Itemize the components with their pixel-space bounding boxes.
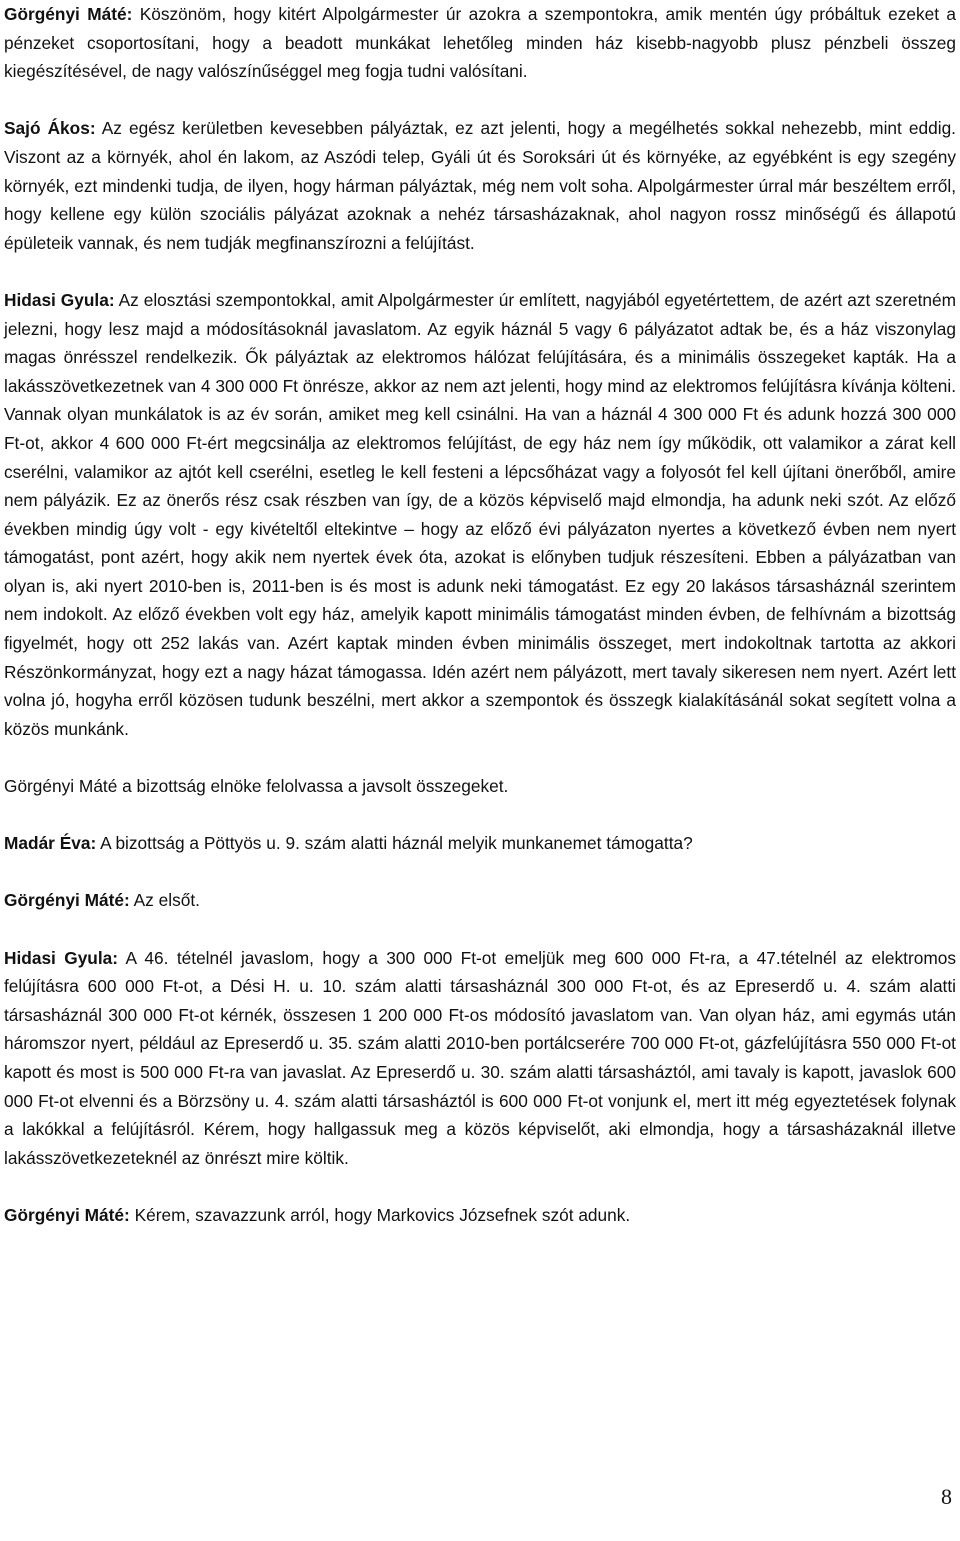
speaker-name: Madár Éva: [4,833,97,854]
speaker-name: Hidasi Gyula: [4,947,119,968]
paragraph-text: Görgényi Máté a bizottság elnöke felolvassa a javsolt összegeket. [4,776,509,797]
page-number: 8 [941,1484,952,1509]
speaker-name: Görgényi Máté: [4,4,133,24]
speaker-name: Sajó Ákos: [4,118,96,139]
speaker-name: Görgényi Máté: [4,890,130,911]
paragraph-madar [4,829,956,858]
paragraph-sajo [4,114,956,257]
paragraph-gorgenyi-1 [4,0,956,86]
paragraph-text: A 46. tételnél javaslom, hogy a 300 000 Ft-ot emeljük meg 600 000 Ft-ra, a 47.tételnél az elektromos felújításra 600 000 Ft-ot, a Dési H. u. 10. szám alatti társasháznál 300 000 Ft-ot, és az Epreserdő u. 4. szám alatti társasháznál 300 000 Ft-ot kérnék, összesen 1 200 000 Ft-os módosító javaslatom van. Van olyan ház, ami egymás után háromszor nyert, például az Epreserdő u. 35. szám alatti 2010-ben portálcserére 700 000 Ft-ot, gázfelújításra 550 000 Ft-ot kapott és most is 500 000 Ft-ra van javaslat. Az Epreserdő u. 30. szám alatti társasháztól, ami tavaly is kapott, javaslok 600 000 Ft-ot elvenni és a Börzsöny u. 4. szám alatti társasháztól is 600 000 Ft-ot vonjunk el, mert itt még egyeztetések folynak a lakókkal a felújításról. Kérem, hogy hallgassuk meg a közös képviselőt, aki elmondja, hogy a társasházaknál illetve lakásszövetkezeteknél az önrészt mire költik. [4,947,956,1168]
paragraph-hidasi-1 [4,286,956,744]
paragraph-text: Az egész kerületben kevesebben pályáztak, ez azt jelenti, hogy a megélhetés sokkal nehezebb, mint eddig. Viszont az a környék, ahol én lakom, az Aszódi telep, Gyáli út és Soroksári út és környéke, az egyébként is egy szegény környék, ezt mindenki tudja, de ilyen, hogy hárman pályáztak, még nem volt soha. Alpolgármester úrral már beszéltem erről, hogy kellene egy külön szociális pályázat azoknak a nehéz társasházaknak, ahol nagyon rossz minőségű és állapotú épületeik vannak, és nem tudják megfinanszírozni a felújítást. [4,118,956,253]
paragraph-text: A bizottság a Pöttyös u. 9. szám alatti háznál melyik munkanemet támogatta? [96,833,693,854]
paragraph-narration [4,772,956,801]
paragraph-text: Kérem, szavazzunk arról, hogy Markovics Józsefnek szót adunk. [129,1204,631,1225]
speaker-name: Hidasi Gyula: [4,289,115,310]
paragraph-text: Köszönöm, hogy kitért Alpolgármester úr azokra a szempontokra, amik mentén úgy próbáltuk ezeket a pénzeket csoportosítani, hogy a beadott munkákat lehetőleg minden ház kisebb-nagyobb plusz pénzbeli összeg kiegészítésével, de nagy valószínűséggel meg fogja tudni valósítani. [4,4,956,82]
paragraph-text: Az elosztási szempontokkal, amit Alpolgármester úr említett, nagyjából egyetértettem, de azért azt szeretném jelezni, hogy lesz majd a módosításoknál javaslatom. Az egyik háznál 5 vagy 6 pályázatot adtak be, és a ház viszonylag magas önrésszel rendelkezik. Ők pályáztak az elektromos hálózat felújítására, és a minimális összegeket kapták. Ha a lakásszövetkezetnek van 4 300 000 Ft önrésze, akkor az nem azt jelenti, hogy mind az elektromos felújításra kívánja költeni. Vannak olyan munkálatok is az év során, amiket meg kell csinálni. Ha van a háznál 4 300 000 Ft és adunk hozzá 300 000 Ft-ot, akkor 4 600 000 Ft-ért megcsinálja az elektromos felújítást, de egy ház nem így működik, ott valamikor a zárat kell cserélni, valamikor az ajtót kell cserélni, esetleg le kell festeni a lépcsőházat vagy a folyosót fel kell újítani önerőből, amire nem pályázik. Ez az önerős rész csak részben van így, de a közös képviselő majd elmondja, ha adunk neki szót. Az előző években mindig úgy volt - egy kivételtől eltekintve – hogy az előző évi pályázaton nyertes a következő évben nem nyert támogatást, pont azért, hogy akik nem nyertek évek óta, azokat is előnyben tudjuk részesíteni. Ebben a pályázatban van olyan is, aki nyert 2010-ben is, 2011-ben is és most is adunk neki támogatást. Ez egy 20 lakásos társasháznál szerintem nem indokolt. Az előző években volt egy ház, amelyik kapott minimális támogatást minden évben, de felhívnám a bizottság figyelmét, hogy ott 252 lakás van. Azért kaptak minden évben minimális összeget, mert indokoltnak tartotta az akkori Részönkormányzat, hogy ezt a nagy házat támogassa. Idén azért nem pályázott, mert tavaly sikeresen nem nyert. Azért lett volna jó, hogyha erről közösen tudunk beszélni, mert akkor a szempontok és összegk kialakításánál sokat segített volna a közös munkánk. [4,289,956,739]
speaker-name: Görgényi Máté: [4,1204,130,1225]
paragraph-hidasi-2 [4,944,956,1173]
paragraph-text: Az elsőt. [129,890,200,911]
document-page [4,0,956,1230]
paragraph-gorgenyi-2 [4,886,956,915]
paragraph-gorgenyi-3 [4,1201,956,1230]
